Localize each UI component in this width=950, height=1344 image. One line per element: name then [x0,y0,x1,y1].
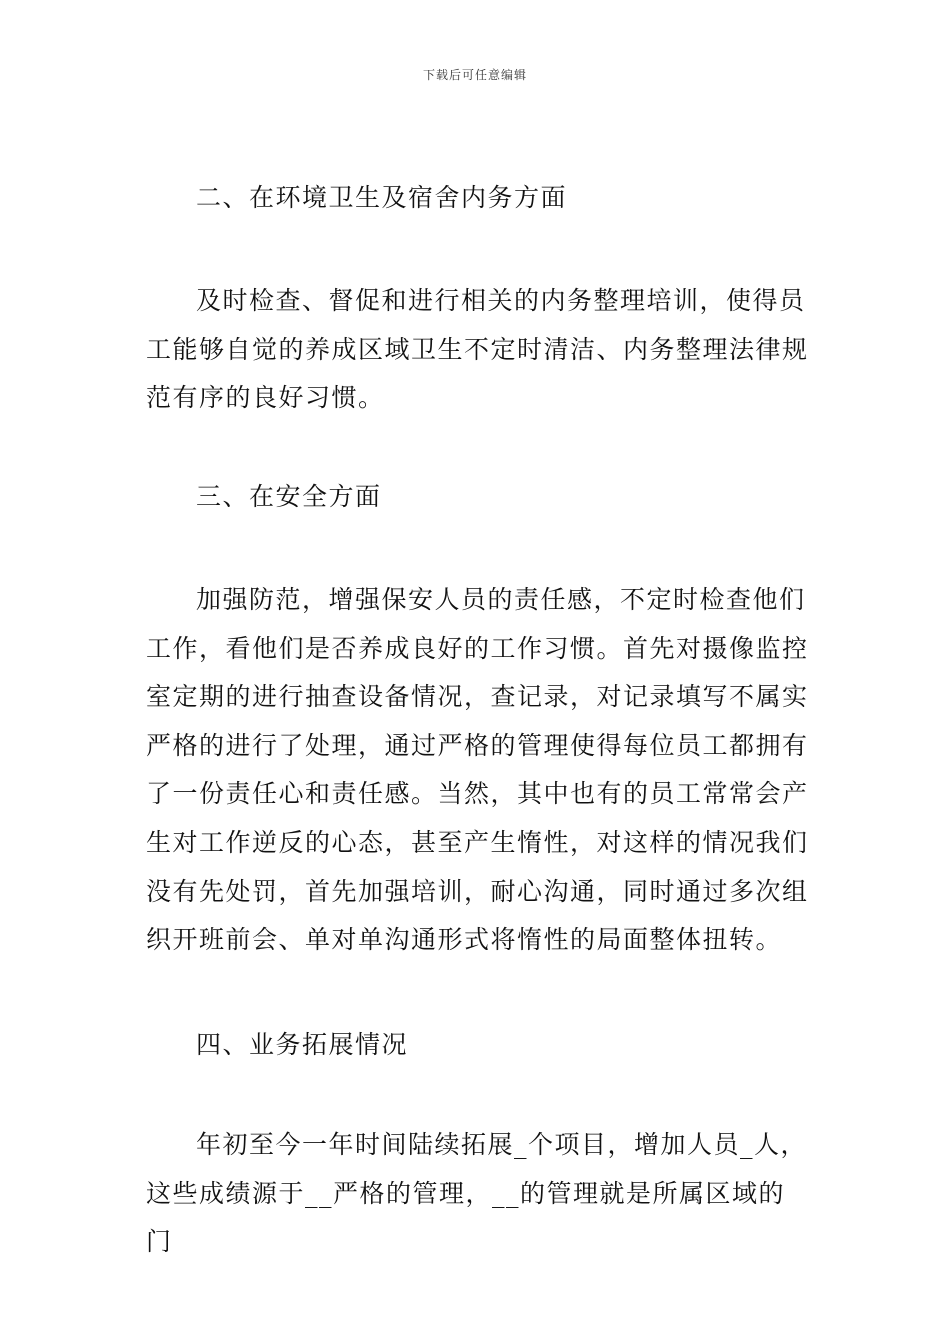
section-heading-business: 四、业务拓展情况 [196,1030,409,1059]
section-heading-environment: 二、在环境卫生及宿舍内务方面 [196,183,568,212]
page-header: 下载后可任意编辑 [422,68,527,82]
section-body-environment: 及时检查、督促和进行相关的内务整理培训，使得员工能够自觉的养成区域卫生不定时清洁、内务整理法律规范有序的良好习惯。 [146,286,809,413]
section-heading-safety: 三、在安全方面 [196,482,382,511]
section-body-safety: 加强防范，增强保安人员的责任感，不定时检查他们工作，看他们是否养成良好的工作习惯。首先对摄像监控室定期的进行抽查设备情况，查记录，对记录填写不属实严格的进行了处理，通过严格的管理使得每位员工都拥有了一份责任心和责任感。当然，其中也有的员工常常会产生对工作逆反的心态，甚至产生惰性，对这样的情况我们没有先处罚，首先加强培训，耐心沟通，同时通过多次组织开班前会、单对单沟通形式将惰性的局面整体扭转。 [146,585,809,955]
section-body-business: 年初至今一年时间陆续拓展_个项目，增加人员_人，这些成绩源于__严格的管理，__的管理就是所属区域的门 [146,1130,808,1257]
